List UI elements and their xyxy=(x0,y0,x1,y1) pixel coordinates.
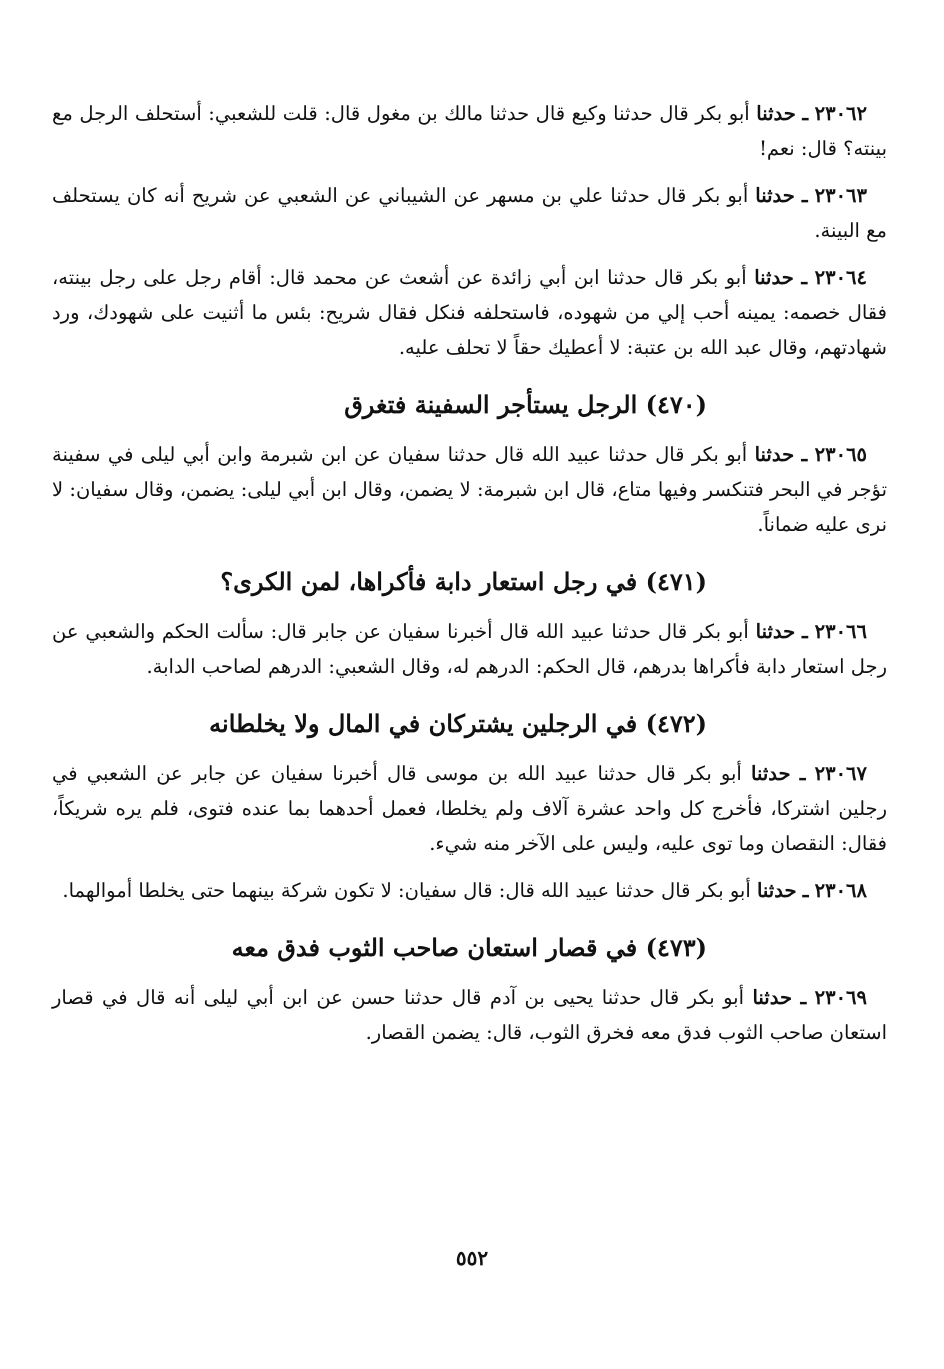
page-number: ٥٥٢ xyxy=(455,1246,489,1270)
hadith-lead: حدثنا xyxy=(756,879,797,902)
hadith-text: أبو بكر قال حدثنا عبيد الله بن موسى قال أخبرنا سفيان عن جابر عن الشعبي في رجلين اشتركا، فأخرج كل واحد عشرة آلاف ولم يخلطا، فعمل أحدهما بما عنده فتوى، فلم يره شريكاً، فقال: النقصان وما توى عليه، وليس على الآخر منه شيء. xyxy=(52,762,887,855)
hadith-text: أبو بكر قال حدثنا وكيع قال حدثنا مالك بن مغول قال: قلت للشعبي: أستحلف الرجل مع بينته؟ قال: نعم! xyxy=(52,102,887,160)
hadith-text: أبو بكر قال حدثنا يحيى بن آدم قال حدثنا حسن عن ابن أبي ليلى أنه قال في قصار استعان صاحب الثوب فدق معه فخرق الثوب، قال: يضمن القصار. xyxy=(52,986,887,1044)
hadith-number: ٢٣٠٦٦ xyxy=(814,620,867,643)
chapter-heading-471: (٤٧١) في رجل استعار دابة فأكراها، لمن الكرى؟ xyxy=(220,567,707,596)
hadith-lead: حدثنا xyxy=(756,102,796,125)
chapter-heading-470: (٤٧٠) الرجل يستأجر السفينة فتغرق xyxy=(344,390,707,419)
hadith-text: أبو بكر قال حدثنا علي بن مسهر عن الشيباني عن الشعبي عن شريح أنه كان يستحلف مع البينة. xyxy=(52,184,887,242)
chapter-heading-472: (٤٧٢) في الرجلين يشتركان في المال ولا يخلطانه xyxy=(209,709,707,738)
hadith-23062: ٢٣٠٦٢ ـ حدثنا أبو بكر قال حدثنا وكيع قال حدثنا مالك بن مغول قال: قلت للشعبي: أستحلف الرجل مع بينته؟ قال: نعم! xyxy=(52,102,887,160)
hadith-number: ٢٣٠٦٧ xyxy=(814,762,868,785)
hadith-23067: ٢٣٠٦٧ ـ حدثنا أبو بكر قال حدثنا عبيد الله بن موسى قال أخبرنا سفيان عن جابر عن الشعبي في رجلين اشتركا، فأخرج كل واحد عشرة آلاف ولم يخلطا، فعمل أحدهما بما عنده فتوى، فلم يره شريكاً، فقال: النقصان وما توى عليه، وليس على الآخر منه شيء. xyxy=(52,762,887,855)
hadith-23064: ٢٣٠٦٤ ـ حدثنا أبو بكر قال حدثنا ابن أبي زائدة عن أشعث عن محمد قال: أقام رجل على رجل بينته، فقال خصمه: يمينه أحب إلي من شهوده، فاستحلفه فنكل فقال شريح: بئس ما أثنيت على شهودك، ورد شهادتهم، وقال عبد الله بن عتبة: لا أعطيك حقاً لا تحلف عليه. xyxy=(52,266,887,359)
hadith-number: ٢٣٠٦٨ xyxy=(814,879,867,902)
hadith-text: أبو بكر قال حدثنا ابن أبي زائدة عن أشعث عن محمد قال: أقام رجل على رجل بينته، فقال خصمه: يمينه أحب إلي من شهوده، فاستحلفه فنكل فقال شريح: بئس ما أثنيت على شهودك، ورد شهادتهم، وقال عبد الله بن عتبة: لا أعطيك حقاً لا تحلف عليه. xyxy=(52,266,887,359)
hadith-number: ٢٣٠٦٩ xyxy=(814,986,867,1009)
hadith-number: ٢٣٠٦٣ xyxy=(814,184,867,207)
hadith-text: أبو بكر قال حدثنا عبيد الله قال حدثنا سفيان عن ابن شبرمة وابن أبي ليلى في سفينة تؤجر في البحر فتنكسر وفيها متاع، قال ابن شبرمة: لا يضمن، وقال ابن أبي ليلى: يضمن، وقال سفيان: لا نرى عليه ضماناً. xyxy=(52,443,887,536)
hadith-lead: حدثنا xyxy=(754,443,795,466)
hadith-lead: حدثنا xyxy=(755,184,795,207)
hadith-23065: ٢٣٠٦٥ ـ حدثنا أبو بكر قال حدثنا عبيد الله قال حدثنا سفيان عن ابن شبرمة وابن أبي ليلى في سفينة تؤجر في البحر فتنكسر وفيها متاع، قال ابن شبرمة: لا يضمن، وقال ابن أبي ليلى: يضمن، وقال سفيان: لا نرى عليه ضماناً. xyxy=(52,443,887,536)
hadith-lead: حدثنا xyxy=(752,986,792,1009)
hadith-23069: ٢٣٠٦٩ ـ حدثنا أبو بكر قال حدثنا يحيى بن آدم قال حدثنا حسن عن ابن أبي ليلى أنه قال في قصار استعان صاحب الثوب فدق معه فخرق الثوب، قال: يضمن القصار. xyxy=(52,986,887,1044)
hadith-number: ٢٣٠٦٤ xyxy=(814,266,868,289)
hadith-text: أبو بكر قال حدثنا عبيد الله قال أخبرنا سفيان عن جابر قال: سألت الحكم والشعبي عن رجل استعار دابة فأكراها بدرهم، قال الحكم: الدرهم له، وقال الشعبي: الدرهم لصاحب الدابة. xyxy=(52,620,887,678)
hadith-number: ٢٣٠٦٢ xyxy=(814,102,868,125)
hadith-lead: حدثنا xyxy=(755,620,796,643)
page-body xyxy=(52,96,887,1062)
hadith-23066: ٢٣٠٦٦ ـ حدثنا أبو بكر قال حدثنا عبيد الله قال أخبرنا سفيان عن جابر قال: سألت الحكم والشعبي عن رجل استعار دابة فأكراها بدرهم، قال الحكم: الدرهم له، وقال الشعبي: الدرهم لصاحب الدابة. xyxy=(52,620,887,678)
hadith-23068: ٢٣٠٦٨ ـ حدثنا أبو بكر قال حدثنا عبيد الله قال: قال سفيان: لا تكون شركة بينهما حتى يخلطا أموالهما. xyxy=(62,879,867,902)
chapter-heading-473: (٤٧٣) في قصار استعان صاحب الثوب فدق معه xyxy=(231,933,707,962)
hadith-number: ٢٣٠٦٥ xyxy=(814,443,868,466)
hadith-lead: حدثنا xyxy=(754,266,794,289)
hadith-text: أبو بكر قال حدثنا عبيد الله قال: قال سفيان: لا تكون شركة بينهما حتى يخلطا أموالهما. xyxy=(62,879,751,902)
hadith-lead: حدثنا xyxy=(751,762,791,785)
hadith-23063: ٢٣٠٦٣ ـ حدثنا أبو بكر قال حدثنا علي بن مسهر عن الشيباني عن الشعبي عن شريح أنه كان يستحلف مع البينة. xyxy=(52,184,887,242)
